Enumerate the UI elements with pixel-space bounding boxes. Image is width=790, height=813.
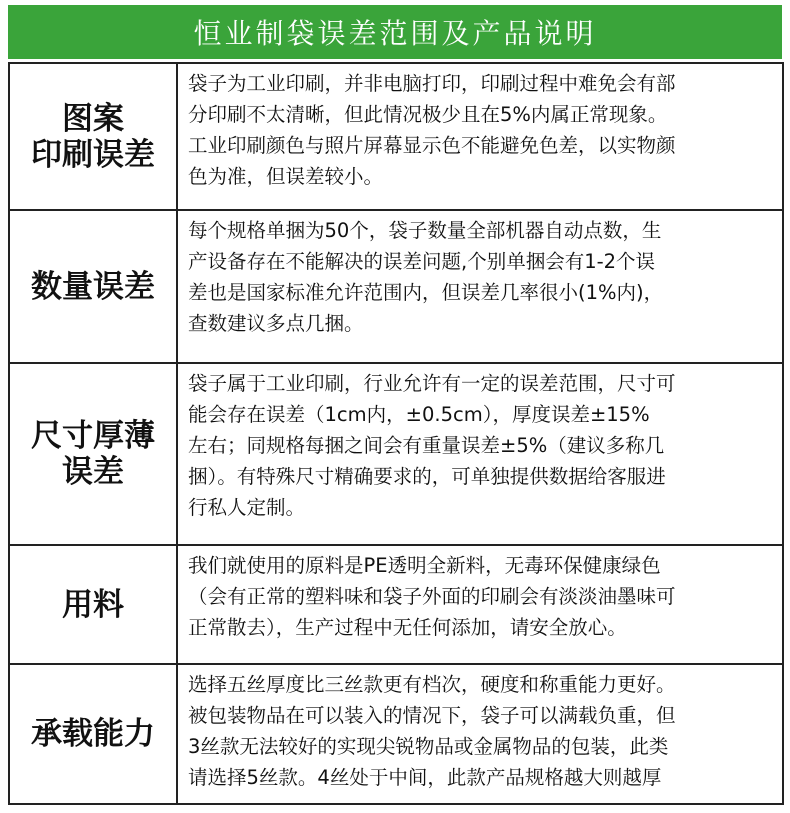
row-label xyxy=(10,64,178,209)
content-line: 分印刷不太清晰，但此情况极少且在5%内属正常现象。 xyxy=(188,103,668,126)
content-line: 查数建议多点几捆。 xyxy=(188,312,364,335)
content-line: 色为准，但误差较小。 xyxy=(188,165,384,188)
row-content xyxy=(178,546,782,663)
row-content xyxy=(178,364,782,544)
table-row-material xyxy=(10,544,782,663)
content-line: 工业印刷颜色与照片屏幕显示色不能避免色差，以实物颜 xyxy=(188,134,676,157)
info-table xyxy=(8,62,784,805)
content-line: 行私人定制。 xyxy=(188,496,306,519)
row-label-line: 图案 xyxy=(62,100,124,137)
table-row-quantity-error xyxy=(10,209,782,362)
content-line: 正常散去），生产过程中无任何添加，请安全放心。 xyxy=(188,616,627,639)
table-row-size-error xyxy=(10,362,782,544)
content-line: 产设备存在不能解决的误差问题,个别单捆会有1-2个误 xyxy=(188,250,656,273)
row-label xyxy=(10,665,178,803)
content-line: 袋子为工业印刷，并非电脑打印，印刷过程中难免会有部 xyxy=(188,72,676,95)
row-content xyxy=(178,665,782,803)
content-line: 每个规格单捆为50个，袋子数量全部机器自动点数，生 xyxy=(188,219,662,242)
row-label-line: 承载能力 xyxy=(31,716,155,752)
row-label xyxy=(10,546,178,663)
content-line: 我们就使用的原料是PE透明全新料，无毒环保健康绿色 xyxy=(188,554,661,577)
table-row-load-capacity xyxy=(10,663,782,803)
row-label-line: 印刷误差 xyxy=(31,136,155,173)
content-line: 请选择5丝款。4丝处于中间，此款产品规格越大则越厚 xyxy=(188,766,662,789)
content-line: 差也是国家标准允许范围内，但误差几率很小(1%内)， xyxy=(188,281,664,304)
table-row-print-error xyxy=(10,64,782,209)
row-label-line: 用料 xyxy=(62,586,124,623)
row-label-line: 误差 xyxy=(62,454,124,490)
row-label xyxy=(10,364,178,544)
row-content xyxy=(178,211,782,362)
content-line: 选择五丝厚度比三丝款更有档次，硬度和称重能力更好。 xyxy=(188,673,676,696)
page-title: 恒业制袋误差范围及产品说明 xyxy=(8,5,782,59)
row-label-line: 尺寸厚薄 xyxy=(31,418,155,454)
content-line: 左右；同规格每捆之间会有重量误差±5%（建议多称几 xyxy=(188,434,665,457)
content-line: 捆）。有特殊尺寸精确要求的，可单独提供数据给客服进 xyxy=(188,465,666,488)
content-line: 被包装物品在可以装入的情况下，袋子可以满载负重，但 xyxy=(188,704,676,727)
content-line: 3丝款无法较好的实现尖锐物品或金属物品的包装，此类 xyxy=(188,735,669,758)
content-line: 袋子属于工业印刷，行业允许有一定的误差范围，尺寸可 xyxy=(188,372,676,395)
row-label xyxy=(10,211,178,362)
row-label-line: 数量误差 xyxy=(31,268,155,305)
content-line: 能会存在误差（1cm内，±0.5cm），厚度误差±15% xyxy=(188,403,650,426)
row-content xyxy=(178,64,782,209)
content-line: （会有正常的塑料味和袋子外面的印刷会有淡淡油墨味可 xyxy=(188,585,676,608)
